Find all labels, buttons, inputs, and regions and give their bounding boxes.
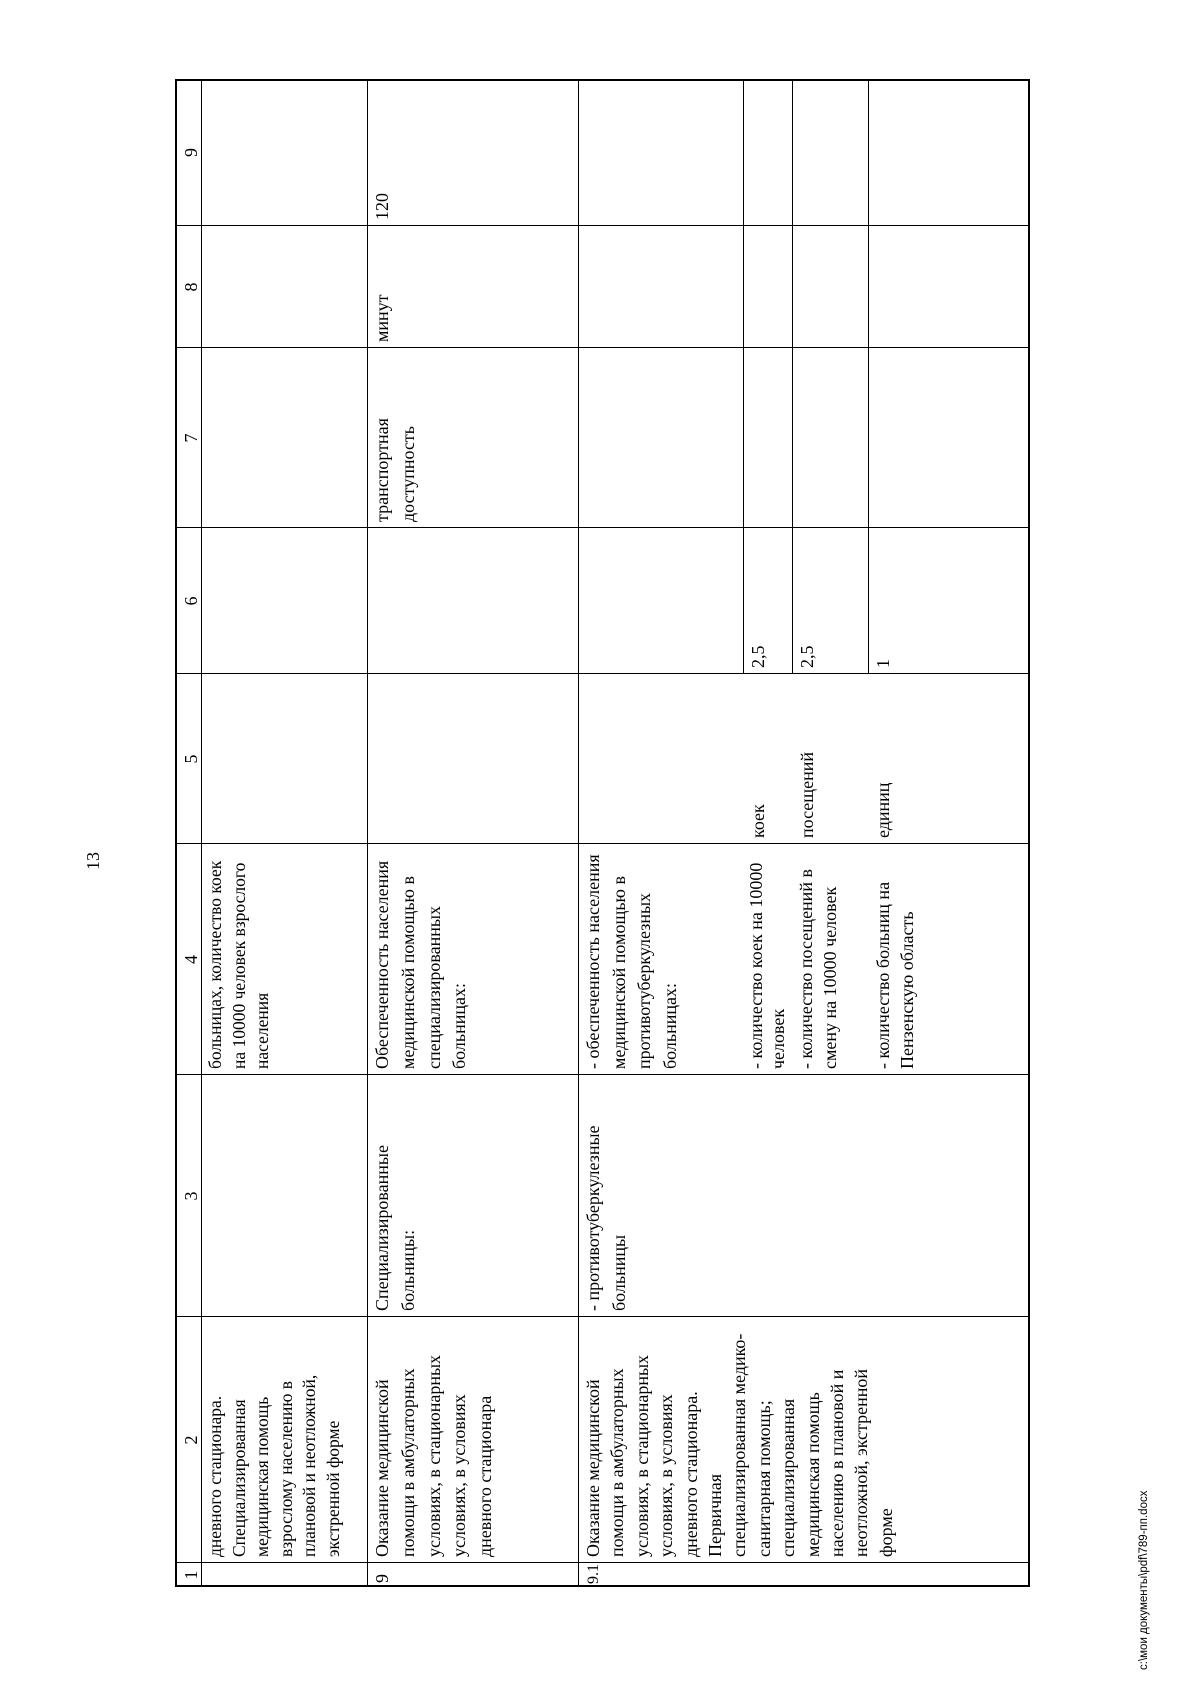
header-col-6: 6 [181,596,201,606]
row91-num: 9.1 [585,1564,602,1584]
rotated-table [175,79,1030,1587]
cont-col4: больницах, количество коек на 10000 человек взрослого населения [205,860,273,1069]
row91-col6: 1 [873,659,893,668]
row9-col2: Оказание медицинской помощи в амбулаторных условиях, в стационарных условиях, в условиях дневного стационара [372,1354,496,1557]
row9-col9: 120 [372,193,392,220]
header-col-4: 4 [181,955,201,964]
header-col-7: 7 [181,433,201,443]
row91-col2: Оказание медицинской помощи в амбулаторных условиях, в стационарных условиях, в условиях дневного стационара. Первичная специализированная медико-санитарная помощь; специализированная медицинская помощь населению в плановой и неотложной, экстренной форме [583,1333,896,1557]
footer-file-path: c:\мои документы\pdf\789-пп.docx [1138,1490,1150,1670]
table-border-right [175,79,1030,81]
row9-col8: минут [372,294,392,342]
row91-col4: - количество больниц на Пензенскую область [873,881,917,1069]
row9-col3: Специализированные больницы: [372,1145,418,1311]
header-col-3: 3 [181,1191,201,1201]
row91-col5: единиц [873,782,893,838]
row9-col7: транспортная доступность [372,418,418,522]
row9-col4: Обеспеченность населения медицинской помощью в специализированных больницах: [372,860,470,1069]
row91-col4: - количество посещений в смену на 10000 человек [796,869,840,1069]
header-col-8: 8 [181,282,201,292]
table-border-bottom [1028,79,1030,1587]
page-number: 13 [83,852,103,870]
header-col-9: 9 [181,148,201,157]
row91-col5: коек [748,804,768,838]
row91-col4: - количество коек на 10000 человек [746,862,788,1069]
column-divider [175,347,1030,348]
row91-col6: 2,5 [797,645,817,668]
row91-col6: 2,5 [748,645,768,668]
row91-col4: - обеспеченность населения медицинской помощью в противотуберкулезных больницах: [583,854,680,1069]
header-col-2: 2 [181,1435,201,1445]
row91-col5: посещений [797,751,817,838]
cont-col2: дневного стационара. Специализированная медицинская помощь взрослому населению в плановой и неотложной, экстренной форме [205,1374,343,1557]
header-col-5: 5 [181,754,201,764]
column-divider [175,225,1030,226]
header-col-1: 1 [181,1570,201,1580]
row9-num: 9 [372,1574,392,1583]
row91-col3: - противотуберкулезные больницы [583,1125,629,1311]
